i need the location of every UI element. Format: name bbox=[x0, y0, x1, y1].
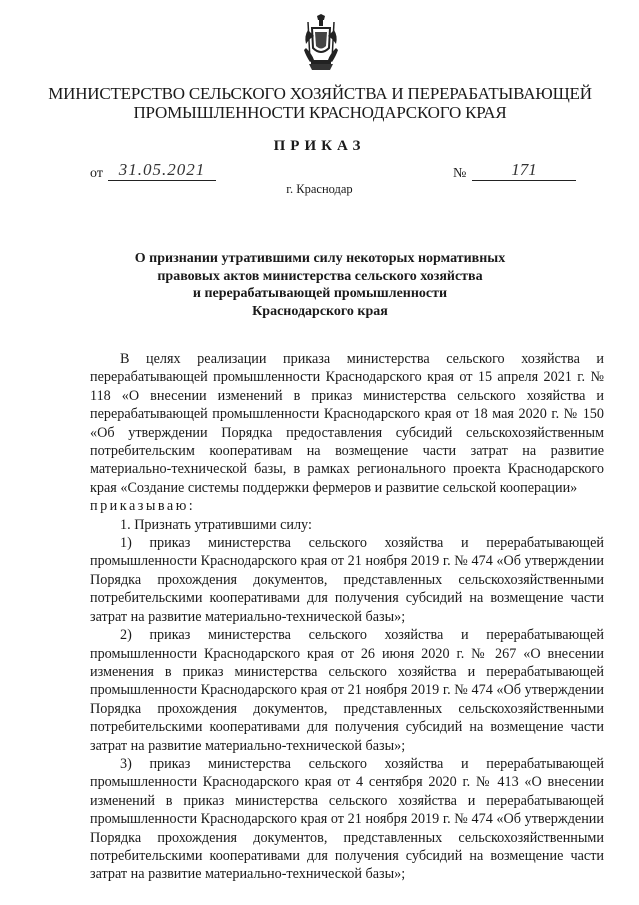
document-body bbox=[90, 350, 604, 884]
title-line-2: правовых актов министерства сельского хозяйства bbox=[157, 268, 483, 284]
number-prefix: № bbox=[453, 166, 467, 181]
city: г. Краснодар bbox=[286, 182, 353, 196]
ministry-line-2: ПРОМЫШЛЕННОСТИ КРАСНОДАРСКОГО КРАЯ bbox=[133, 103, 507, 122]
order-date: 31.05.2021 bbox=[108, 160, 216, 181]
order-title: ПРИКАЗ bbox=[273, 138, 366, 154]
coat-of-arms-icon bbox=[302, 14, 340, 72]
order-number: 171 bbox=[472, 160, 576, 181]
date-prefix: от bbox=[90, 166, 103, 181]
title-line-1: О признании утратившими силу некоторых нормативных bbox=[134, 251, 506, 266]
sub-item-1: 1) приказ министерства сельского хозяйства и перерабатывающей промышленности Краснодарского края от 21 ноября 2019 г. № 474 «Об утверждении Порядка прохождения документов, представленных сельскохозяйственными потребительскими кооперативами для получения субсидий на возмещение части затрат на развитие материально-технической базы»; bbox=[90, 535, 604, 625]
document-title bbox=[120, 250, 520, 320]
title-line-3: и перерабатывающей промышленности bbox=[192, 286, 448, 301]
ministry-line-1: МИНИСТЕРСТВО СЕЛЬСКОГО ХОЗЯЙСТВА И ПЕРЕРАБАТЫВАЮЩЕЙ bbox=[48, 84, 592, 103]
sub-item-3: 3) приказ министерства сельского хозяйства и перерабатывающей промышленности Краснодарского края от 4 сентября 2020 г. № 413 «О внесении изменений в приказ министерства сельского хозяйства и перерабатывающей промышленности Краснодарского края от 21 ноября 2019 г. № 474 «Об утверждении Порядка прохождения документов, представленных сельскохозяйственными потребительскими кооперативами для получения субсидий на возмещение части затрат на развитие материально-технической базы»; bbox=[90, 755, 604, 883]
prikazyvayu: приказываю: bbox=[90, 498, 196, 515]
intro-paragraph: В целях реализации приказа министерства сельского хозяйства и перерабатывающей промышленности Краснодарского края от 15 апреля 2021 г. № 118 «О внесении изменений в приказ министерства сельского хозяйства и перерабатывающей промышленности Краснодарского края от 18 мая 2020 г. № 150 «Об утверждении Порядка предоставления субсидий сельскохозяйственным потребительским кооперативам на возмещение части затрат на развитие материально-технической базы, в рамках регионального проекта Краснодарского края «Создание системы поддержки фермеров и развитие сельской кооперации» bbox=[90, 351, 604, 496]
title-line-4: Краснодарского края bbox=[252, 303, 388, 319]
item-1: 1. Признать утратившими силу: bbox=[120, 516, 312, 533]
sub-item-2: 2) приказ министерства сельского хозяйства и перерабатывающей промышленности Краснодарского края от 26 июня 2020 г. № 267 «О внесении изменения в приказ министерства сельского хозяйства и перерабатывающей промышленности Краснодарского края от 21 ноября 2019 г. № 474 «Об утверждении Порядка прохождения документов, представленных сельскохозяйственными потребительскими кооперативами для получения субсидий на возмещение части затрат на развитие материально-технической базы»; bbox=[90, 627, 604, 754]
ministry-name bbox=[40, 84, 600, 122]
